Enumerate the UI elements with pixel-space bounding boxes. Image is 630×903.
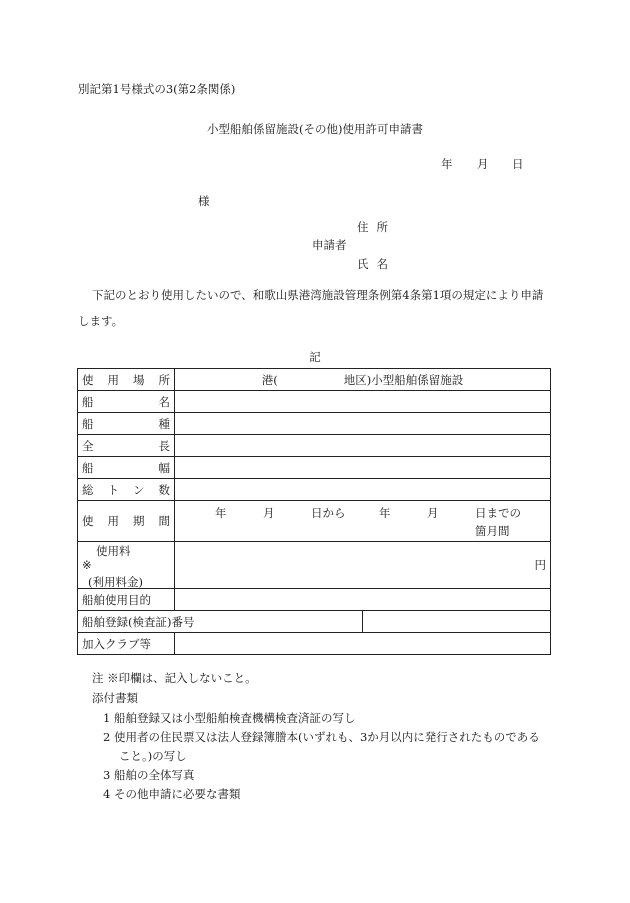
ship-name-label <box>78 391 175 413</box>
length-field[interactable] <box>175 435 551 457</box>
applicant-name-label: 氏名 <box>357 257 396 271</box>
purpose-field[interactable] <box>175 589 551 611</box>
fee-title: 使用料 <box>96 544 131 558</box>
table-row <box>78 611 551 633</box>
label-char: 船 <box>82 394 94 409</box>
place-label <box>78 369 175 391</box>
label-char: ン <box>133 482 145 497</box>
purpose-label: 船舶使用目的 <box>78 589 175 611</box>
label-char: 使 <box>82 514 94 528</box>
label-char: 種 <box>158 416 170 431</box>
table-row <box>78 501 551 542</box>
ship-type-label <box>78 413 175 435</box>
ship-name-field[interactable] <box>175 391 551 413</box>
fee-mark: ※ <box>82 558 92 572</box>
period-field[interactable] <box>175 501 551 542</box>
label-char: 総 <box>82 482 94 497</box>
body-text-line-1: 下記のとおり使用したいので、和歌山県港湾施設管理条例第4条第1項の規定により申請 <box>92 288 544 302</box>
table-row <box>78 589 551 611</box>
ship-type-field[interactable] <box>175 413 551 435</box>
period-year-1: 年 <box>215 506 227 520</box>
addressee-honorific: 様 <box>198 194 210 208</box>
length-label <box>78 435 175 457</box>
period-day-from: 日から <box>311 506 346 520</box>
table-row <box>78 457 551 479</box>
fee-unit: 円 <box>534 558 546 572</box>
period-day-until: 日までの <box>475 506 521 520</box>
applicant-label: 申請者 <box>312 238 347 252</box>
period-month-1: 月 <box>263 506 275 520</box>
ki-heading: 記 <box>309 350 321 364</box>
fee-label <box>78 542 175 589</box>
period-month-2: 月 <box>427 506 439 520</box>
attachment-item: 2 使用者の住民票又は法人登録簿謄本(いずれも、3か月以内に発行されたものである <box>103 730 540 744</box>
label-char: 期 <box>133 514 145 528</box>
period-label <box>78 501 175 542</box>
place-value-field[interactable] <box>175 369 551 391</box>
note-text: 注 ※印欄は、記入しないこと。 <box>92 671 257 685</box>
table-row <box>78 391 551 413</box>
label-char: 用 <box>107 372 119 387</box>
attachment-item-continuation: こと。)の写し <box>119 749 187 763</box>
body-text-line-2: します。 <box>78 314 124 328</box>
port-prefix: 港( <box>261 372 278 387</box>
tonnage-field[interactable] <box>175 479 551 501</box>
attachment-item: 1 船舶登録又は小型船舶検査機構検査済証の写し <box>103 711 356 725</box>
applicant-address-label: 住所 <box>357 220 396 234</box>
date-year-label: 年 <box>441 157 453 171</box>
label-char: 使 <box>82 372 94 387</box>
attachment-item: 4 その他申請に必要な書類 <box>103 787 241 801</box>
table-row <box>78 369 551 391</box>
label-char: 長 <box>158 438 170 453</box>
club-field[interactable] <box>175 633 551 655</box>
form-number: 別記第1号様式の3(第2条関係) <box>78 82 236 96</box>
table-row <box>78 435 551 457</box>
label-char: 間 <box>158 514 170 528</box>
label-char: 全 <box>82 438 94 453</box>
fee-sub: (利用料金) <box>88 575 143 589</box>
label-char: 用 <box>107 514 119 528</box>
table-row <box>78 633 551 655</box>
table-row <box>78 413 551 435</box>
club-label: 加入クラブ等 <box>78 633 175 655</box>
label-char: 場 <box>133 372 145 387</box>
document-title: 小型船舶係留施設(その他)使用許可申請書 <box>207 122 423 136</box>
attachments-title: 添付書類 <box>92 691 138 705</box>
width-field[interactable] <box>175 457 551 479</box>
tonnage-label <box>78 479 175 501</box>
label-char: 数 <box>158 482 170 497</box>
application-table <box>77 368 551 655</box>
fee-field[interactable] <box>175 542 551 589</box>
date-day-label: 日 <box>512 157 524 171</box>
registration-label: 船舶登録(検査証)番号 <box>78 611 363 633</box>
label-char: ト <box>107 482 119 497</box>
attachment-item: 3 船舶の全体写真 <box>103 768 195 782</box>
width-label <box>78 457 175 479</box>
label-char: 所 <box>158 372 170 387</box>
label-char: 船 <box>82 416 94 431</box>
period-year-2: 年 <box>379 506 391 520</box>
table-row <box>78 542 551 589</box>
date-month-label: 月 <box>477 157 489 171</box>
table-row <box>78 479 551 501</box>
port-suffix: 地区)小型船舶係留施設 <box>343 372 464 387</box>
label-char: 名 <box>158 394 170 409</box>
label-char: 幅 <box>158 460 170 475</box>
registration-field[interactable] <box>363 611 551 633</box>
label-char: 船 <box>82 460 94 475</box>
period-month-count: 箇月間 <box>475 524 510 538</box>
